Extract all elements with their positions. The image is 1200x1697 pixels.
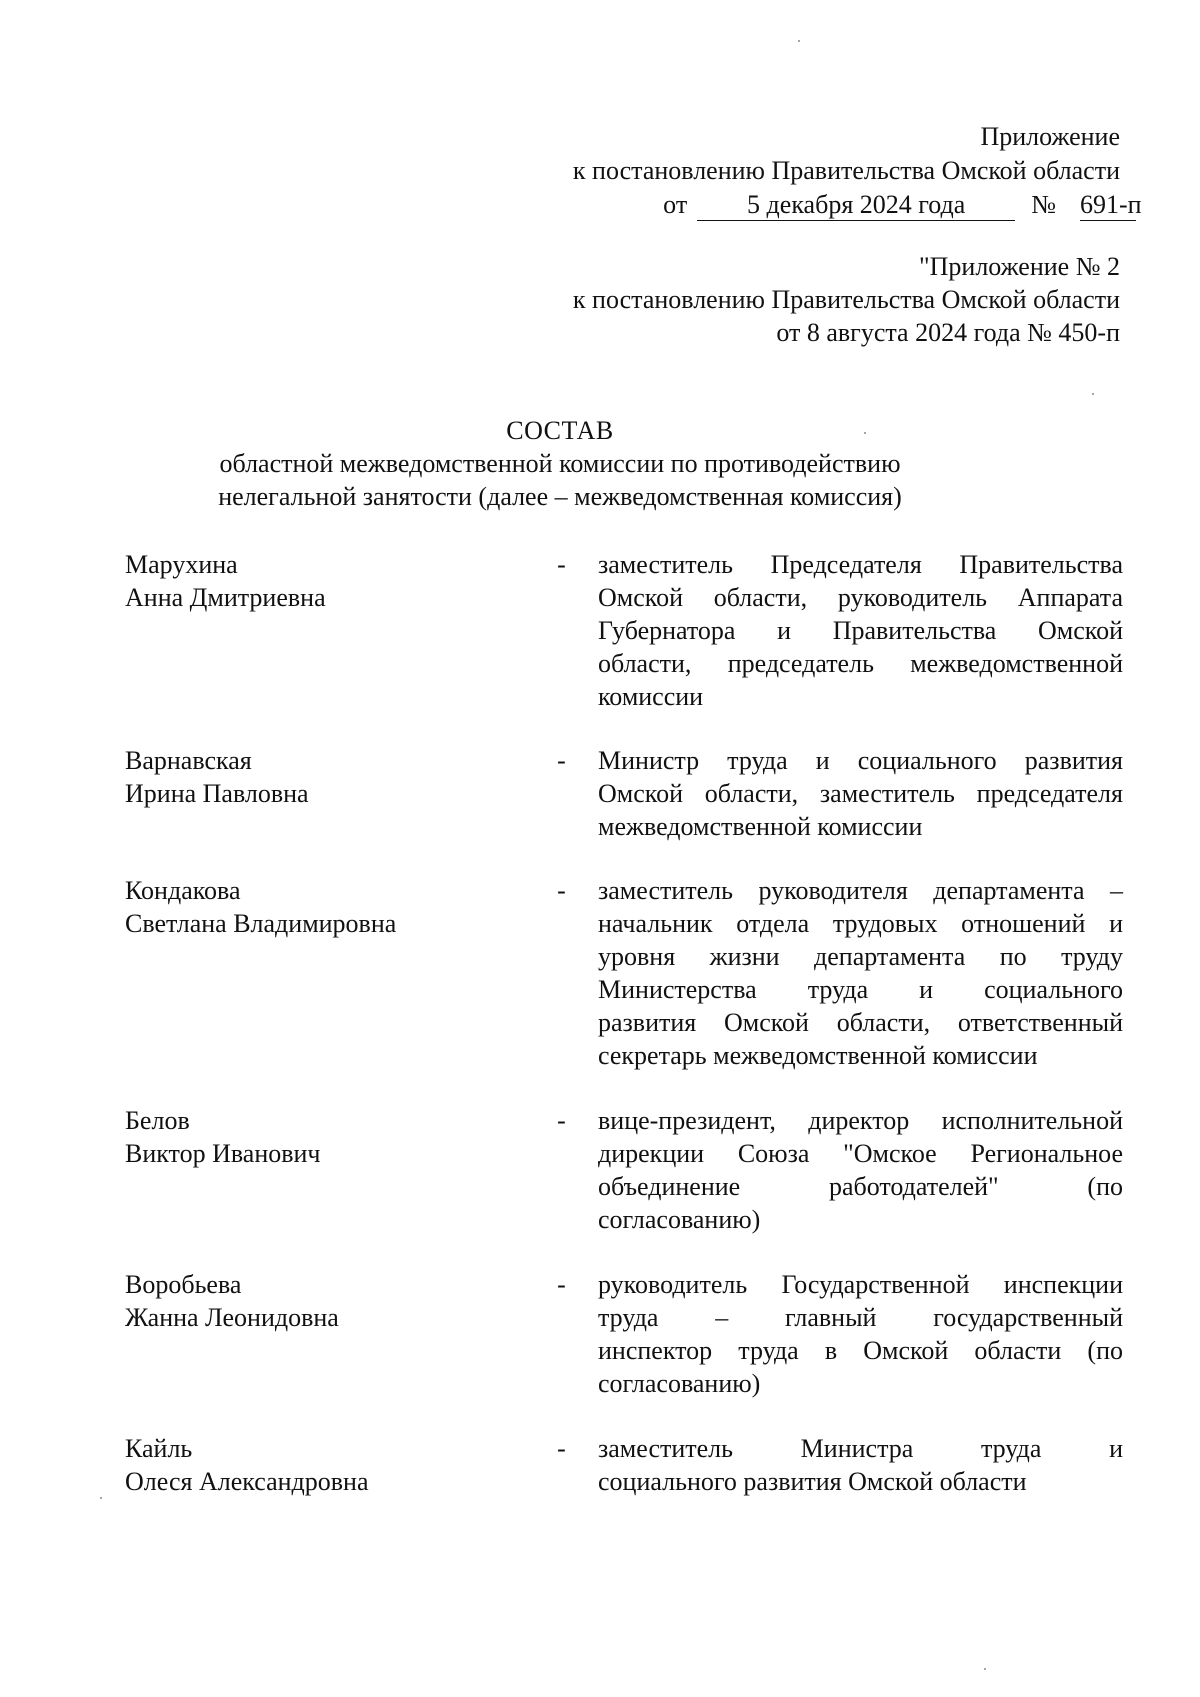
- member-surname: Воробьева: [125, 1270, 242, 1299]
- member-role-line: согласованию): [598, 1205, 761, 1234]
- member-role-line: развития Омской области, ответственный: [598, 1008, 1123, 1037]
- member-row: [125, 1432, 1125, 1498]
- member-role-line: социального развития Омской области: [598, 1467, 1027, 1496]
- member-role: [598, 874, 1123, 1072]
- annex-number: 691-п: [1080, 190, 1142, 219]
- document-heading: [120, 414, 1000, 513]
- member-role-line: секретарь межведомственной комиссии: [598, 1041, 1038, 1070]
- annex-from-label: от: [663, 190, 688, 219]
- member-role: [598, 1104, 1123, 1236]
- document-title: СОСТАВ: [506, 416, 614, 445]
- member-role-line: заместитель руководителя департамента –: [598, 876, 1123, 905]
- member-row: [125, 548, 1125, 713]
- member-role: [598, 548, 1123, 713]
- member-row: [125, 1104, 1125, 1236]
- original-annex-decree-ref: к постановлению Правительства Омской области: [572, 285, 1120, 314]
- member-surname: Кондакова: [125, 876, 241, 905]
- original-annex-date: от 8 августа 2024 года № 450-п: [776, 318, 1120, 347]
- annex-date-line: [420, 188, 1142, 222]
- annex-number-label: №: [1031, 190, 1056, 219]
- scan-speck: [100, 1497, 102, 1499]
- member-role-line: руководитель Государственной инспекции: [598, 1270, 1123, 1299]
- member-dash: -: [557, 746, 566, 775]
- member-role-line: Министерства труда и социального: [598, 975, 1123, 1004]
- annex-header: [420, 120, 1142, 222]
- member-role-line: комиссии: [598, 682, 704, 711]
- annex-decree-ref: к постановлению Правительства Омской области: [572, 156, 1120, 185]
- member-surname: Марухина: [125, 550, 238, 579]
- member-role-line: Губернатора и Правительства Омской: [598, 616, 1123, 645]
- annex-label: Приложение: [980, 122, 1120, 151]
- original-annex-header: [420, 250, 1120, 349]
- scan-speck: [984, 1668, 986, 1670]
- member-surname: Варнавская: [125, 746, 252, 775]
- member-role: [598, 1268, 1123, 1400]
- member-role: [598, 1432, 1123, 1498]
- scan-speck: [798, 40, 800, 42]
- member-dash: -: [557, 1106, 566, 1135]
- member-role-line: вице-президент, директор исполнительной: [598, 1106, 1123, 1135]
- member-name: [125, 1104, 495, 1236]
- member-surname: Кайль: [125, 1434, 193, 1463]
- document-subtitle-line-1: областной межведомственной комиссии по противодействию: [219, 449, 901, 478]
- member-dash: -: [557, 876, 566, 905]
- member-given-names: Жанна Леонидовна: [125, 1303, 339, 1332]
- commission-members-list: [125, 548, 1125, 1498]
- member-role-line: труда – главный государственный: [598, 1303, 1123, 1332]
- member-role-line: Омской области, руководитель Аппарата: [598, 583, 1123, 612]
- member-name: [125, 744, 495, 843]
- member-role: [598, 744, 1123, 843]
- member-surname: Белов: [125, 1106, 190, 1135]
- member-role-line: дирекции Союза "Омское Региональное: [598, 1139, 1123, 1168]
- member-given-names: Анна Дмитриевна: [125, 583, 326, 612]
- member-dash: -: [557, 1270, 566, 1299]
- member-row: [125, 1268, 1125, 1400]
- member-role-line: объединение работодателей" (по: [598, 1172, 1123, 1201]
- member-dash: -: [557, 1434, 566, 1463]
- member-role-line: межведомственной комиссии: [598, 812, 923, 841]
- member-role-line: согласованию): [598, 1369, 761, 1398]
- member-given-names: Виктор Иванович: [125, 1139, 321, 1168]
- annex-date: 5 декабря 2024 года: [697, 190, 1015, 221]
- member-name: [125, 1268, 495, 1400]
- member-role-line: начальник отдела трудовых отношений и: [598, 909, 1123, 938]
- member-row: [125, 744, 1125, 843]
- member-name: [125, 874, 495, 1072]
- scan-speck: [1092, 393, 1094, 395]
- member-role-line: уровня жизни департамента по труду: [598, 942, 1123, 971]
- member-role-line: области, председатель межведомственной: [598, 649, 1123, 678]
- member-dash: -: [557, 550, 566, 579]
- scan-speck: [864, 432, 866, 434]
- member-row: [125, 874, 1125, 1072]
- member-role-line: заместитель Председателя Правительства: [598, 550, 1123, 579]
- document-subtitle-line-2: нелегальной занятости (далее – межведомственная комиссия): [218, 482, 902, 511]
- member-role-line: заместитель Министра труда и: [598, 1434, 1123, 1463]
- member-given-names: Ирина Павловна: [125, 779, 309, 808]
- member-given-names: Светлана Владимировна: [125, 909, 397, 938]
- member-name: [125, 548, 495, 713]
- member-role-line: Министр труда и социального развития: [598, 746, 1123, 775]
- member-given-names: Олеся Александровна: [125, 1467, 369, 1496]
- member-role-line: инспектор труда в Омской области (по: [598, 1336, 1123, 1365]
- member-role-line: Омской области, заместитель председателя: [598, 779, 1123, 808]
- member-name: [125, 1432, 495, 1498]
- original-annex-label: "Приложение № 2: [919, 252, 1120, 281]
